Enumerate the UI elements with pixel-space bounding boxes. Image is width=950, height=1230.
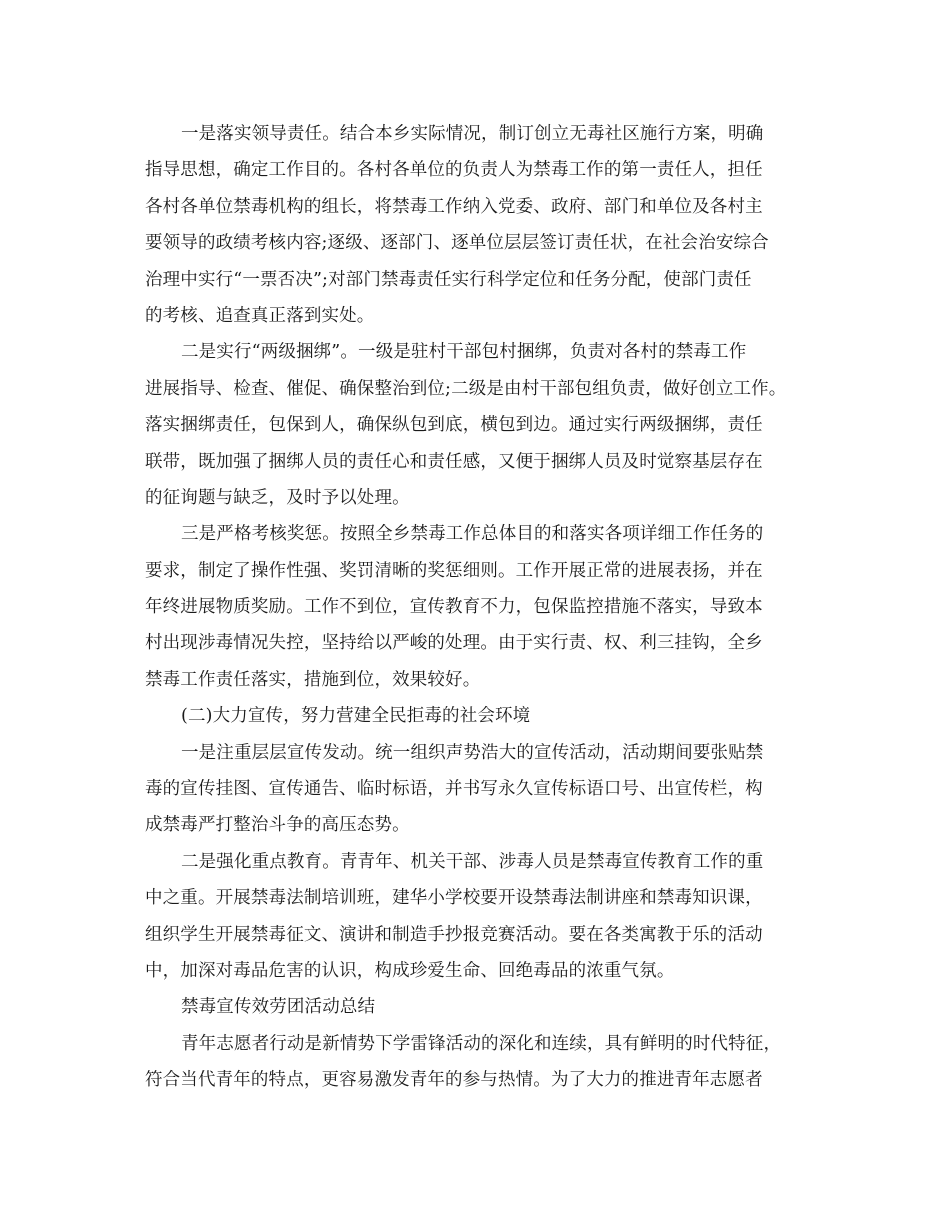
text-line: 二是强化重点教育。青青年、机关干部、涉毒人员是禁毒宣传教育工作的重: [181, 851, 764, 872]
text-line: 组织学生开展禁毒征文、演讲和制造手抄报竞赛活动。要在各类寓教于乐的活动: [145, 924, 763, 945]
text-line: 联带，既加强了捆绑人员的责任心和责任感，又便于捆绑人员及时觉察基层存在: [145, 451, 763, 472]
text-line: 村出现涉毒情况失控，坚持给以严峻的处理。由于实行责、权、利三挂钩，全乡: [145, 633, 763, 654]
text-line: (二)大力宣传，努力营建全民拒毒的社会环境: [181, 706, 531, 727]
text-line: 毒的宣传挂图、宣传通告、临时标语，并书写永久宣传标语口号、出宣传栏，构: [145, 779, 763, 800]
text-line: 二是实行“两级捆绑”。一级是驻村干部包村捆绑，负责对各村的禁毒工作: [181, 342, 747, 363]
text-line: 三是严格考核奖惩。按照全乡禁毒工作总体目的和落实各项详细工作任务的: [181, 524, 764, 545]
text-line: 符合当代青年的特点，更容易激发青年的参与热情。为了大力的推进青年志愿者: [145, 1070, 763, 1091]
text-line: 的征询题与缺乏，及时予以处理。: [145, 487, 410, 508]
text-line: 中之重。开展禁毒法制培训班，建华小学校要开设禁毒法制讲座和禁毒知识课，: [145, 888, 763, 909]
text-line: 落实捆绑责任，包保到人，确保纵包到底，横包到边。通过实行两级捆绑，责任: [145, 415, 763, 436]
text-line: 中，加深对毒品危害的认识，构成珍爱生命、回绝毒品的浓重气氛。: [145, 960, 675, 981]
text-line: 一是落实领导责任。结合本乡实际情况，制订创立无毒社区施行方案，明确: [181, 124, 764, 144]
text-line: 要求，制定了操作性强、奖罚清晰的奖惩细则。工作开展正常的进展表扬，并在: [145, 560, 763, 581]
document-body: [145, 116, 805, 1099]
text-line: 成禁毒严打整治斗争的高压态势。: [145, 815, 410, 836]
text-line: 青年志愿者行动是新情势下学雷锋活动的深化和连续，具有鲜明的时代特征，: [181, 1033, 782, 1054]
text-line: 禁毒宣传效劳团活动总结: [181, 997, 376, 1018]
text-line: 要领导的政绩考核内容;逐级、逐部门、逐单位层层签订责任状，在社会治安综合: [145, 233, 769, 254]
text-line: 各村各单位禁毒机构的组长，将禁毒工作纳入党委、政府、部门和单位及各村主: [145, 196, 763, 217]
text-line: 年终进展物质奖励。工作不到位，宣传教育不力，包保监控措施不落实，导致本: [145, 597, 763, 618]
text-line: 一是注重层层宣传发动。统一组织声势浩大的宣传活动，活动期间要张贴禁: [181, 742, 764, 763]
text-line: 禁毒工作责任落实，措施到位，效果较好。: [145, 669, 481, 690]
text-line: 指导思想，确定工作目的。各村各单位的负责人为禁毒工作的第一责任人，担任: [145, 160, 763, 181]
text-line: 进展指导、检查、催促、确保整治到位;二级是由村干部包组负责，做好创立工作。: [145, 378, 787, 399]
text-line: 治理中实行“一票否决”;对部门禁毒责任实行科学定位和任务分配，使部门责任: [145, 269, 752, 290]
text-line: 的考核、追查真正落到实处。: [145, 305, 375, 326]
